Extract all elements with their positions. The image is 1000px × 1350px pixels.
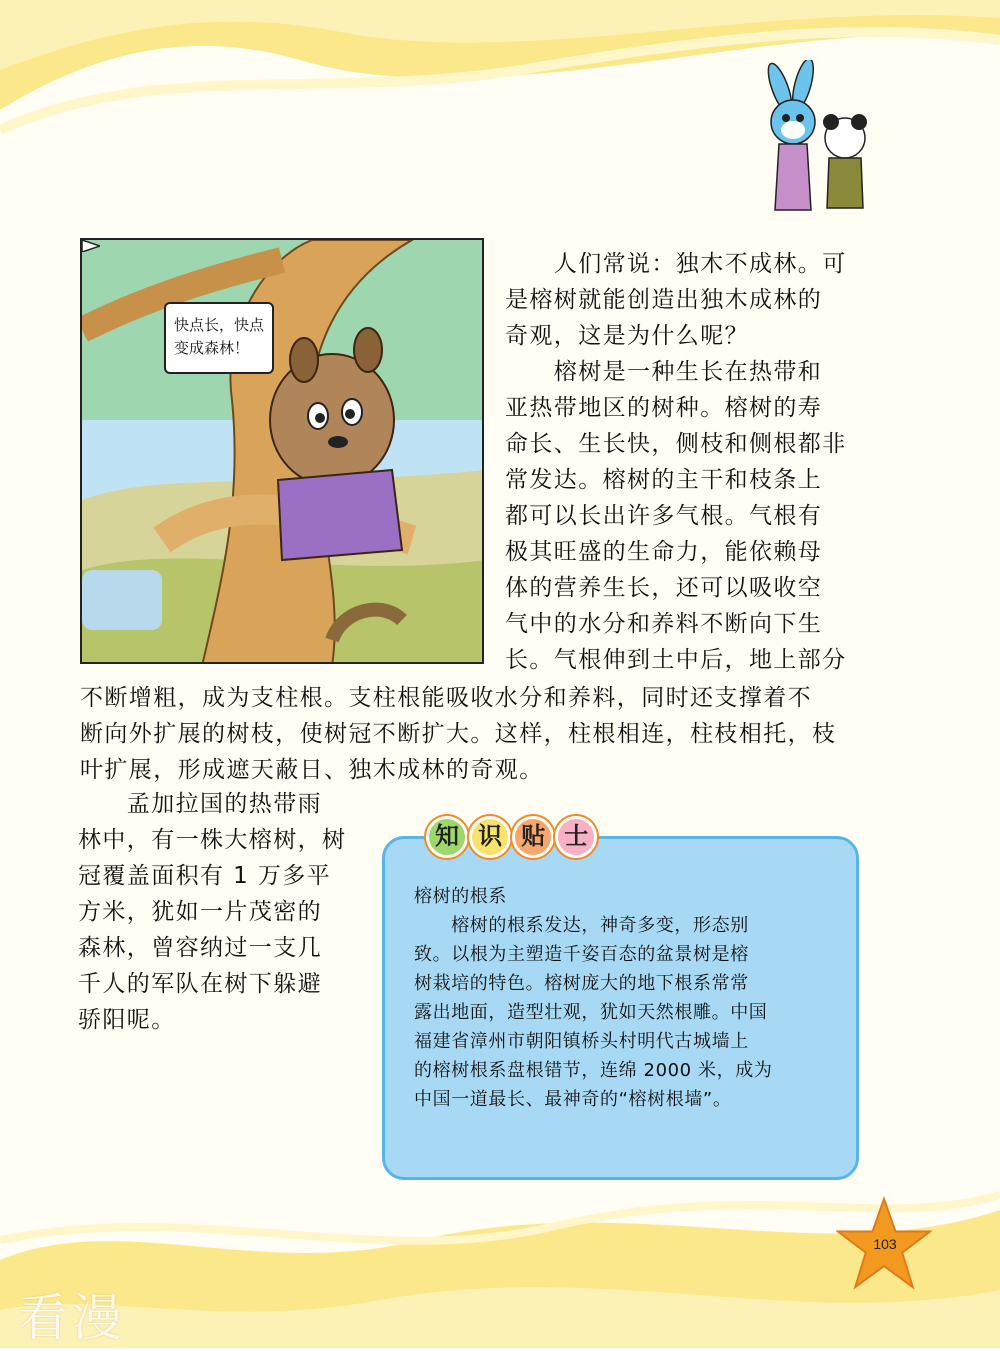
paragraph-line: 极其旺盛的生命力，能依赖母 (505, 539, 823, 565)
tips-title-char: 贴 (512, 816, 554, 858)
tips-line: 中国一道最长、最神奇的“榕树根墙”。 (414, 1089, 732, 1110)
tips-title-char: 士 (555, 816, 597, 858)
paragraph-line: 叶扩展，形成遮天蔽日、独木成林的奇观。 (80, 757, 544, 783)
paragraph-line: 千人的军队在树下躲避 (78, 971, 322, 997)
paragraph-line: 人们常说：独木不成林。可 (505, 251, 847, 277)
tips-title-char: 知 (426, 816, 468, 858)
article-full-width (80, 680, 836, 788)
paragraph-line: 榕树是一种生长在热带和 (505, 359, 823, 385)
paragraph-line: 方米，犹如一片茂密的 (78, 899, 322, 925)
paragraph-line: 冠覆盖面积有 1 万多平 (78, 863, 332, 889)
speech-bubble-line: 快点长，快点 (174, 316, 265, 334)
paragraph-line: 亚热带地区的树种。榕树的寿 (505, 395, 823, 421)
watermark: 看漫 (18, 1289, 126, 1347)
comic-illustration (82, 240, 484, 664)
speech-bubble-line: 变成森林！ (174, 339, 250, 357)
page-number: 103 (873, 1236, 897, 1252)
tips-line: 致。以根为主塑造千姿百态的盆景树是榕 (414, 944, 749, 965)
tips-line: 树栽培的特色。榕树庞大的地下根系常常 (414, 973, 749, 994)
paragraph-line: 是榕树就能创造出独木成林的 (505, 287, 823, 313)
knowledge-tips-title (426, 816, 593, 868)
paragraph-line: 气中的水分和养料不断向下生 (505, 611, 823, 637)
paragraph-line: 奇观，这是为什么呢？ (505, 323, 749, 349)
paragraph-line: 都可以长出许多气根。气根有 (505, 503, 823, 529)
paragraph-line: 常发达。榕树的主干和枝条上 (505, 467, 823, 493)
article-left-column (78, 786, 346, 1038)
cartoon-mascots-illustration (745, 60, 885, 220)
tips-line: 福建省漳州市朝阳镇桥头村明代古城墙上 (414, 1031, 749, 1052)
comic-panel (80, 238, 484, 664)
tips-line: 露出地面，造型壮观，犹如天然根雕。中国 (414, 1002, 768, 1023)
paragraph-line: 断向外扩展的树枝，使树冠不断扩大。这样，柱根相连，柱枝相托，枝 (80, 721, 837, 747)
paragraph-line: 命长、生长快，侧枝和侧根都非 (505, 431, 847, 457)
paragraph-line: 体的营养生长，还可以吸收空 (505, 575, 823, 601)
paragraph-line: 林中，有一株大榕树，树 (78, 827, 347, 853)
speech-bubble-tail (82, 240, 100, 252)
tips-heading: 榕树的根系 (414, 886, 507, 907)
paragraph-line: 孟加拉国的热带雨 (78, 791, 322, 817)
paragraph-line: 长。气根伸到土中后，地上部分 (505, 647, 847, 673)
tips-body (414, 882, 772, 1114)
tips-title-char: 识 (469, 816, 511, 858)
paragraph-line: 不断增粗，成为支柱根。支柱根能吸收水分和养料，同时还支撑着不 (80, 685, 812, 711)
tips-line: 的榕树根系盘根错节，连绵 2000 米，成为 (414, 1060, 773, 1081)
tips-line: 榕树的根系发达，神奇多变，形态别 (414, 915, 749, 936)
article-right-column (505, 246, 847, 678)
paragraph-line: 骄阳呢。 (78, 1007, 176, 1033)
paragraph-line: 森林，曾容纳过一支几 (78, 935, 322, 961)
speech-bubble (164, 302, 274, 374)
